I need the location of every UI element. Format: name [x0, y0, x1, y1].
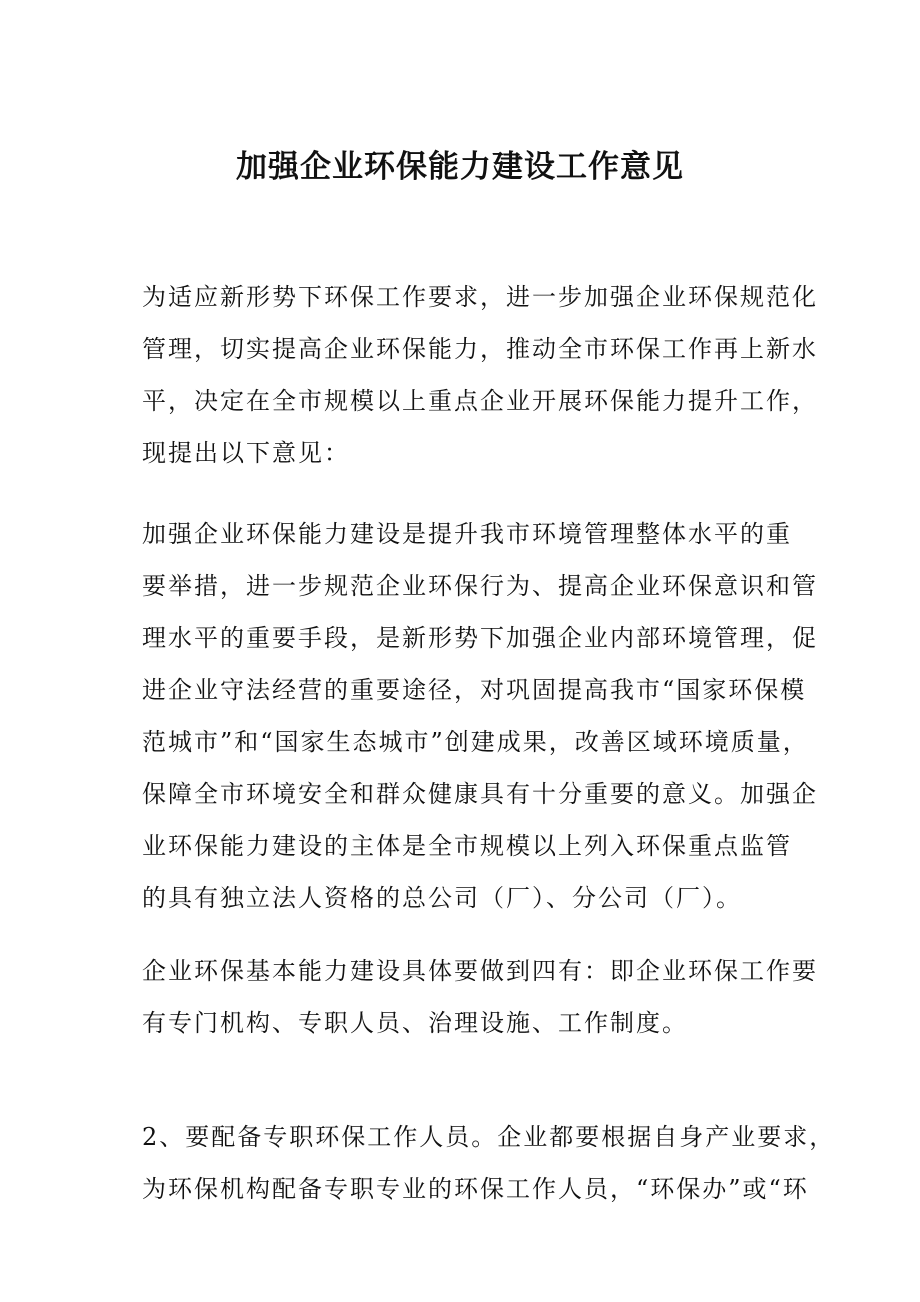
paragraph-significance	[142, 508, 818, 924]
text-line: 范城市”和“国家生态城市”创建成果，改善区域环境质量，	[142, 728, 809, 756]
text-line: 有专门机构、专职人员、治理设施、工作制度。	[142, 1009, 688, 1037]
text-line: 企业环保基本能力建设具体要做到四有：即企业环保工作要	[142, 957, 818, 985]
paragraph-requirements	[142, 945, 818, 1049]
text-line: 2、要配备专职环保工作人员。企业都要根据自身产业要求，	[142, 1123, 836, 1151]
text-line: 保障全市环境安全和群众健康具有十分重要的意义。加强企	[142, 780, 818, 808]
text-line: 的具有独立法人资格的总公司（厂）、分公司（厂）。	[142, 884, 742, 912]
text-line: 为适应新形势下环保工作要求，进一步加强企业环保规范化	[142, 283, 818, 311]
document-title: 加强企业环保能力建设工作意见	[236, 149, 684, 185]
text-line: 理水平的重要手段，是新形势下加强企业内部环境管理，促	[142, 624, 818, 652]
text-line: 进企业守法经营的重要途径，对巩固提高我市“国家环保模	[142, 676, 807, 704]
text-line: 要举措，进一步规范企业环保行为、提高企业环保意识和管	[142, 572, 818, 600]
paragraph-staffing	[142, 1111, 836, 1215]
text-line: 现提出以下意见：	[142, 439, 350, 467]
paragraph-intro	[142, 271, 818, 479]
text-line: 为环保机构配备专职专业的环保工作人员，“环保办”或“环	[142, 1175, 809, 1203]
text-line: 加强企业环保能力建设是提升我市环境管理整体水平的重	[142, 520, 792, 548]
text-line: 管理，切实提高企业环保能力，推动全市环保工作再上新水	[142, 335, 818, 363]
text-line: 业环保能力建设的主体是全市规模以上列入环保重点监管	[142, 832, 792, 860]
text-line: 平，决定在全市规模以上重点企业开展环保能力提升工作，	[142, 387, 818, 415]
